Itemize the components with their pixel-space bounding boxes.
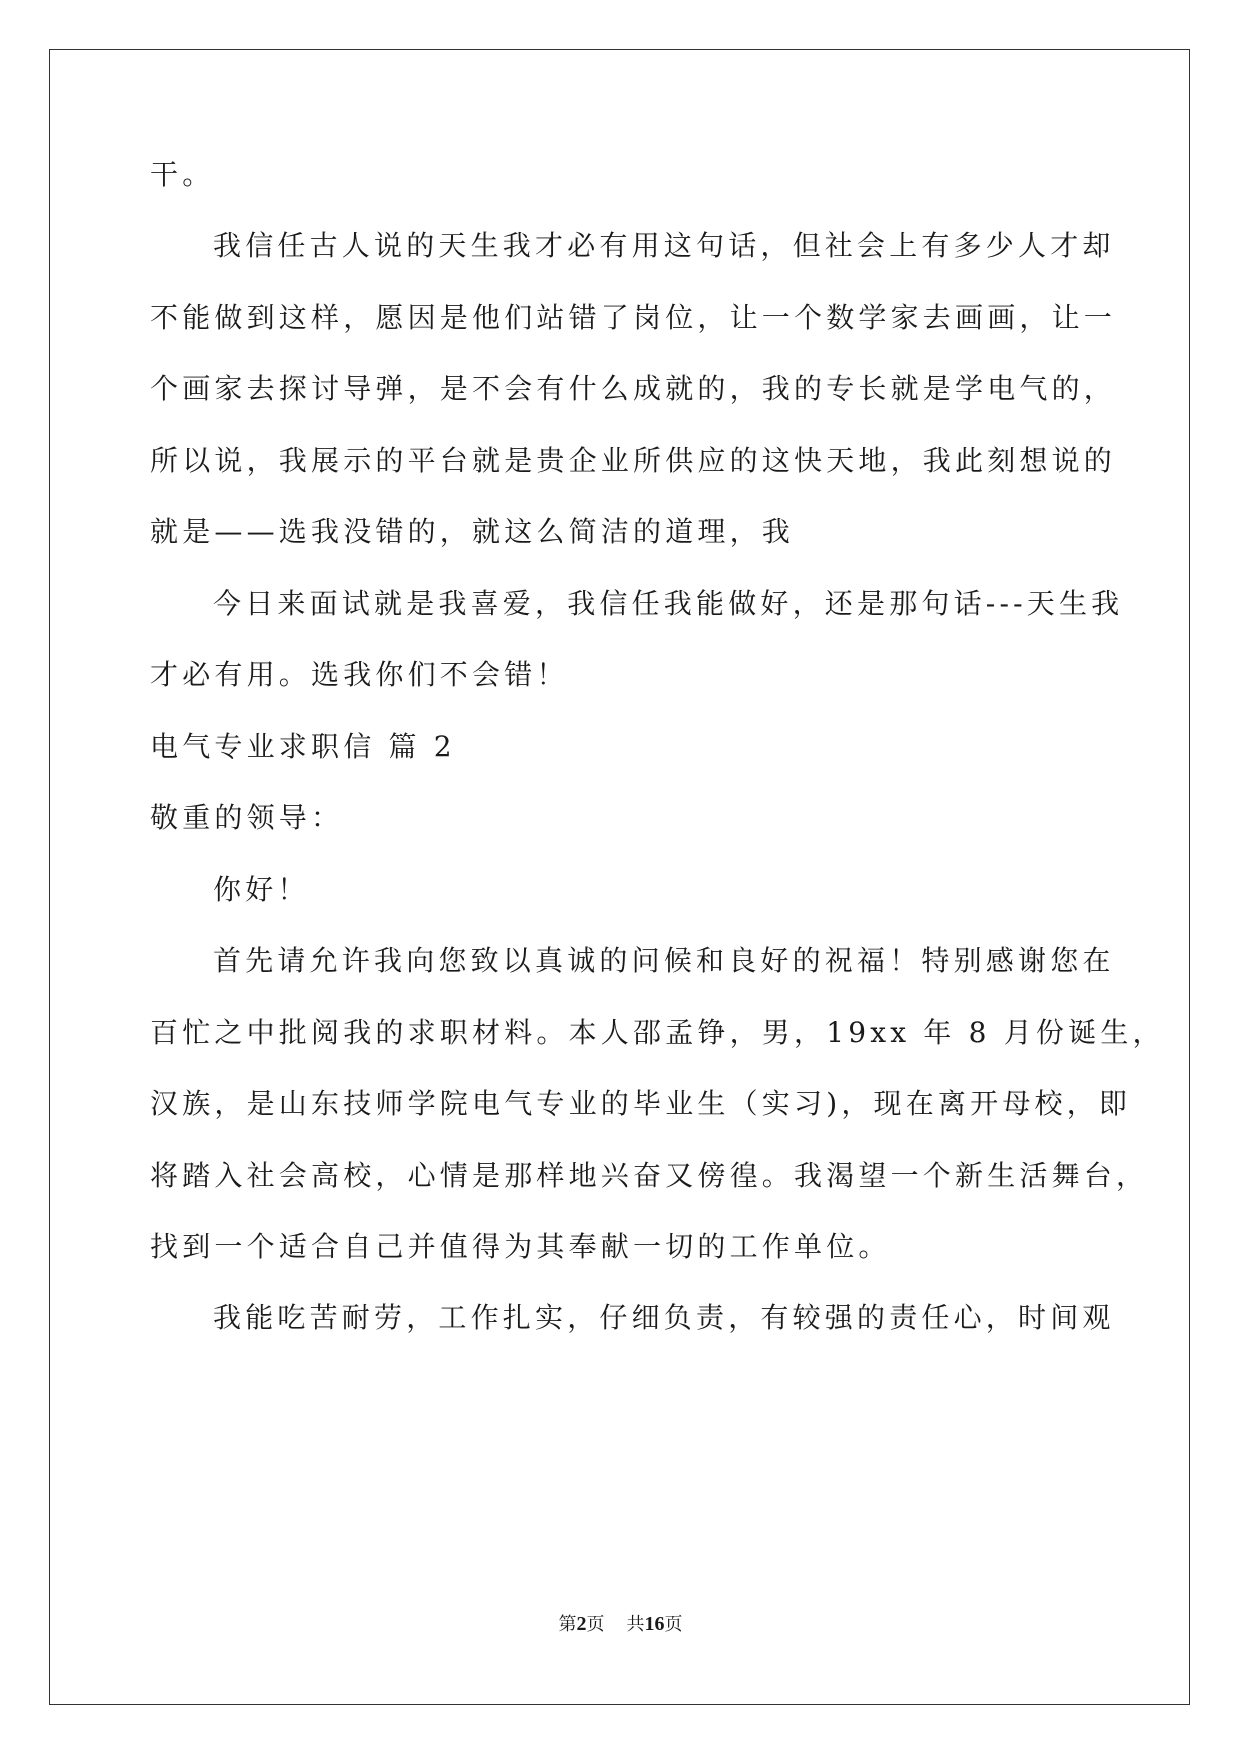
salutation: 敬重的领导：	[150, 801, 344, 834]
text-line: 我能吃苦耐劳，工作扎实，仔细负责，有较强的责任心，时间观	[213, 1301, 1115, 1334]
text-line: 干。	[150, 158, 215, 191]
footer-prefix: 第	[558, 1614, 577, 1635]
text-line: 找到一个适合自己并值得为其奉献一切的工作单位。	[150, 1230, 891, 1263]
footer-total-prefix: 共	[626, 1614, 645, 1635]
text-line: 个画家去探讨导弹，是不会有什么成就的，我的专长就是学电气的，	[150, 372, 1117, 405]
footer-page-suffix: 页	[586, 1614, 605, 1635]
text-line: 今日来面试就是我喜爱，我信任我能做好，还是那句话---天生我	[213, 587, 1124, 620]
text-line: 首先请允许我向您致以真诚的问候和良好的祝福！特别感谢您在	[213, 944, 1115, 977]
footer-total-suffix: 页	[664, 1614, 683, 1635]
text-line: 就是——选我没错的，就这么简洁的道理，我	[150, 515, 795, 548]
page-number: 2	[576, 1613, 587, 1635]
text-line: 百忙之中批阅我的求职材料。本人邵孟铮，男，19xx 年 8 月份诞生，	[150, 1016, 1165, 1049]
text-line: 不能做到这样，愿因是他们站错了岗位，让一个数学家去画画，让一	[150, 301, 1117, 334]
text-line: 将踏入社会高校，心情是那样地兴奋又傍徨。我渴望一个新生活舞台，	[150, 1159, 1149, 1192]
section-heading: 电气专业求职信 篇 2	[150, 730, 456, 763]
text-line: 所以说，我展示的平台就是贵企业所供应的这快天地，我此刻想说的	[150, 444, 1117, 477]
text-line: 才必有用。选我你们不会错！	[150, 658, 569, 691]
text-line: 汉族，是山东技师学院电气专业的毕业生（实习)，现在离开母校，即	[150, 1087, 1132, 1120]
total-pages: 16	[644, 1613, 665, 1635]
greeting: 你好！	[213, 873, 310, 906]
text-line: 我信任古人说的天生我才必有用这句话，但社会上有多少人才却	[213, 229, 1115, 262]
page-footer	[0, 1612, 1241, 1637]
